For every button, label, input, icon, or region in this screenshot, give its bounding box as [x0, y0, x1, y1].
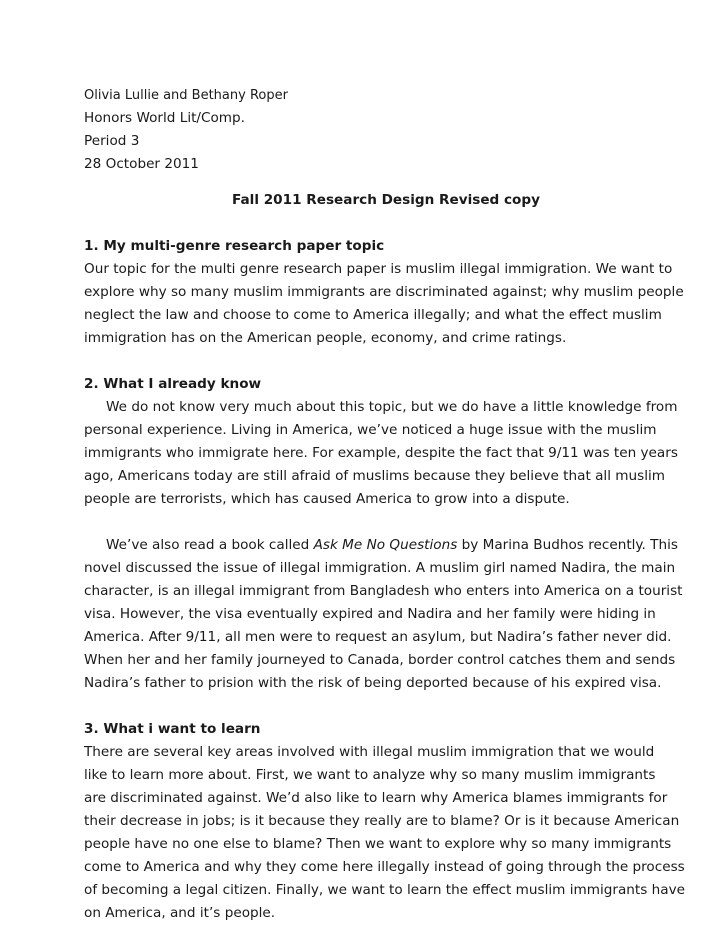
paragraph-line: people have no one else to blame? Then we want to explore why so many immigrants — [84, 836, 672, 852]
paragraph-line: their decrease in jobs; is it because they really are to blame? Or is it because American — [84, 813, 680, 829]
paragraph-line: on America, and it’s people. — [84, 905, 276, 921]
paragraph-line: personal experience. Living in America, we’ve noticed a huge issue with the muslim — [84, 422, 657, 438]
paragraph-line: like to learn more about. First, we want to analyze why so many muslim immigrants — [84, 767, 656, 783]
paragraph-line: neglect the law and choose to come to America illegally; and what the effect muslim — [84, 307, 662, 323]
author-names: Olivia Lullie and Bethany Roper — [84, 88, 288, 103]
paragraph-text: by Marina Budhos recently. This — [457, 537, 678, 553]
paragraph-line: explore why so many muslim immigrants are discriminated against; why muslim people — [84, 284, 684, 300]
paragraph-line: Nadira’s father to prision with the risk of being deported because of his expired visa. — [84, 675, 662, 691]
paragraph-line — [84, 534, 678, 557]
section-2-paragraph-2 — [84, 534, 683, 695]
paragraph-line: of becoming a legal citizen. Finally, we want to learn the effect muslim immigrants have — [84, 882, 685, 898]
document-date: 28 October 2011 — [84, 156, 199, 172]
paragraph-line: America. After 9/11, all men were to request an asylum, but Nadira’s father never did. — [84, 629, 672, 645]
book-title: Ask Me No Questions — [313, 537, 458, 553]
paragraph-line: novel discussed the issue of illegal immigration. A muslim girl named Nadira, the main — [84, 560, 676, 576]
section-1-paragraph — [84, 258, 684, 350]
paragraph-line: come to America and why they come here illegally instead of going through the process — [84, 859, 685, 875]
section-3-paragraph — [84, 741, 685, 925]
paragraph-line: ago, Americans today are still afraid of muslims because they believe that all muslim — [84, 468, 666, 484]
paragraph-line: are discriminated against. We’d also like to learn why America blames immigrants for — [84, 790, 668, 806]
paragraph-line: immigration has on the American people, economy, and crime ratings. — [84, 330, 567, 346]
document-page — [84, 84, 685, 925]
section-2-heading: 2. What I already know — [84, 376, 262, 392]
paragraph-line: immigrants who immigrate here. For example, despite the fact that 9/11 was ten years — [84, 445, 678, 461]
paragraph-line: visa. However, the visa eventually expired and Nadira and her family were hiding in — [84, 606, 656, 622]
section-2-paragraph-1 — [84, 396, 678, 511]
paragraph-line: There are several key areas involved with illegal muslim immigration that we would — [84, 744, 655, 760]
section-3-heading: 3. What i want to learn — [84, 721, 261, 737]
course-name: Honors World Lit/Comp. — [84, 110, 246, 126]
document-title: Fall 2011 Research Design Revised copy — [232, 192, 540, 208]
section-1-heading: 1. My multi-genre research paper topic — [84, 238, 385, 254]
paragraph-line: people are terrorists, which has caused America to grow into a dispute. — [84, 491, 570, 507]
paragraph-line: We do not know very much about this topic, but we do have a little knowledge from — [106, 399, 678, 415]
paragraph-text: We’ve also read a book called — [106, 537, 314, 553]
class-period: Period 3 — [84, 133, 140, 149]
paragraph-line: When her and her family journeyed to Canada, border control catches them and sends — [84, 652, 676, 668]
paragraph-line: Our topic for the multi genre research paper is muslim illegal immigration. We want to — [84, 261, 673, 277]
paragraph-line: character, is an illegal immigrant from Bangladesh who enters into America on a tourist — [84, 583, 683, 599]
